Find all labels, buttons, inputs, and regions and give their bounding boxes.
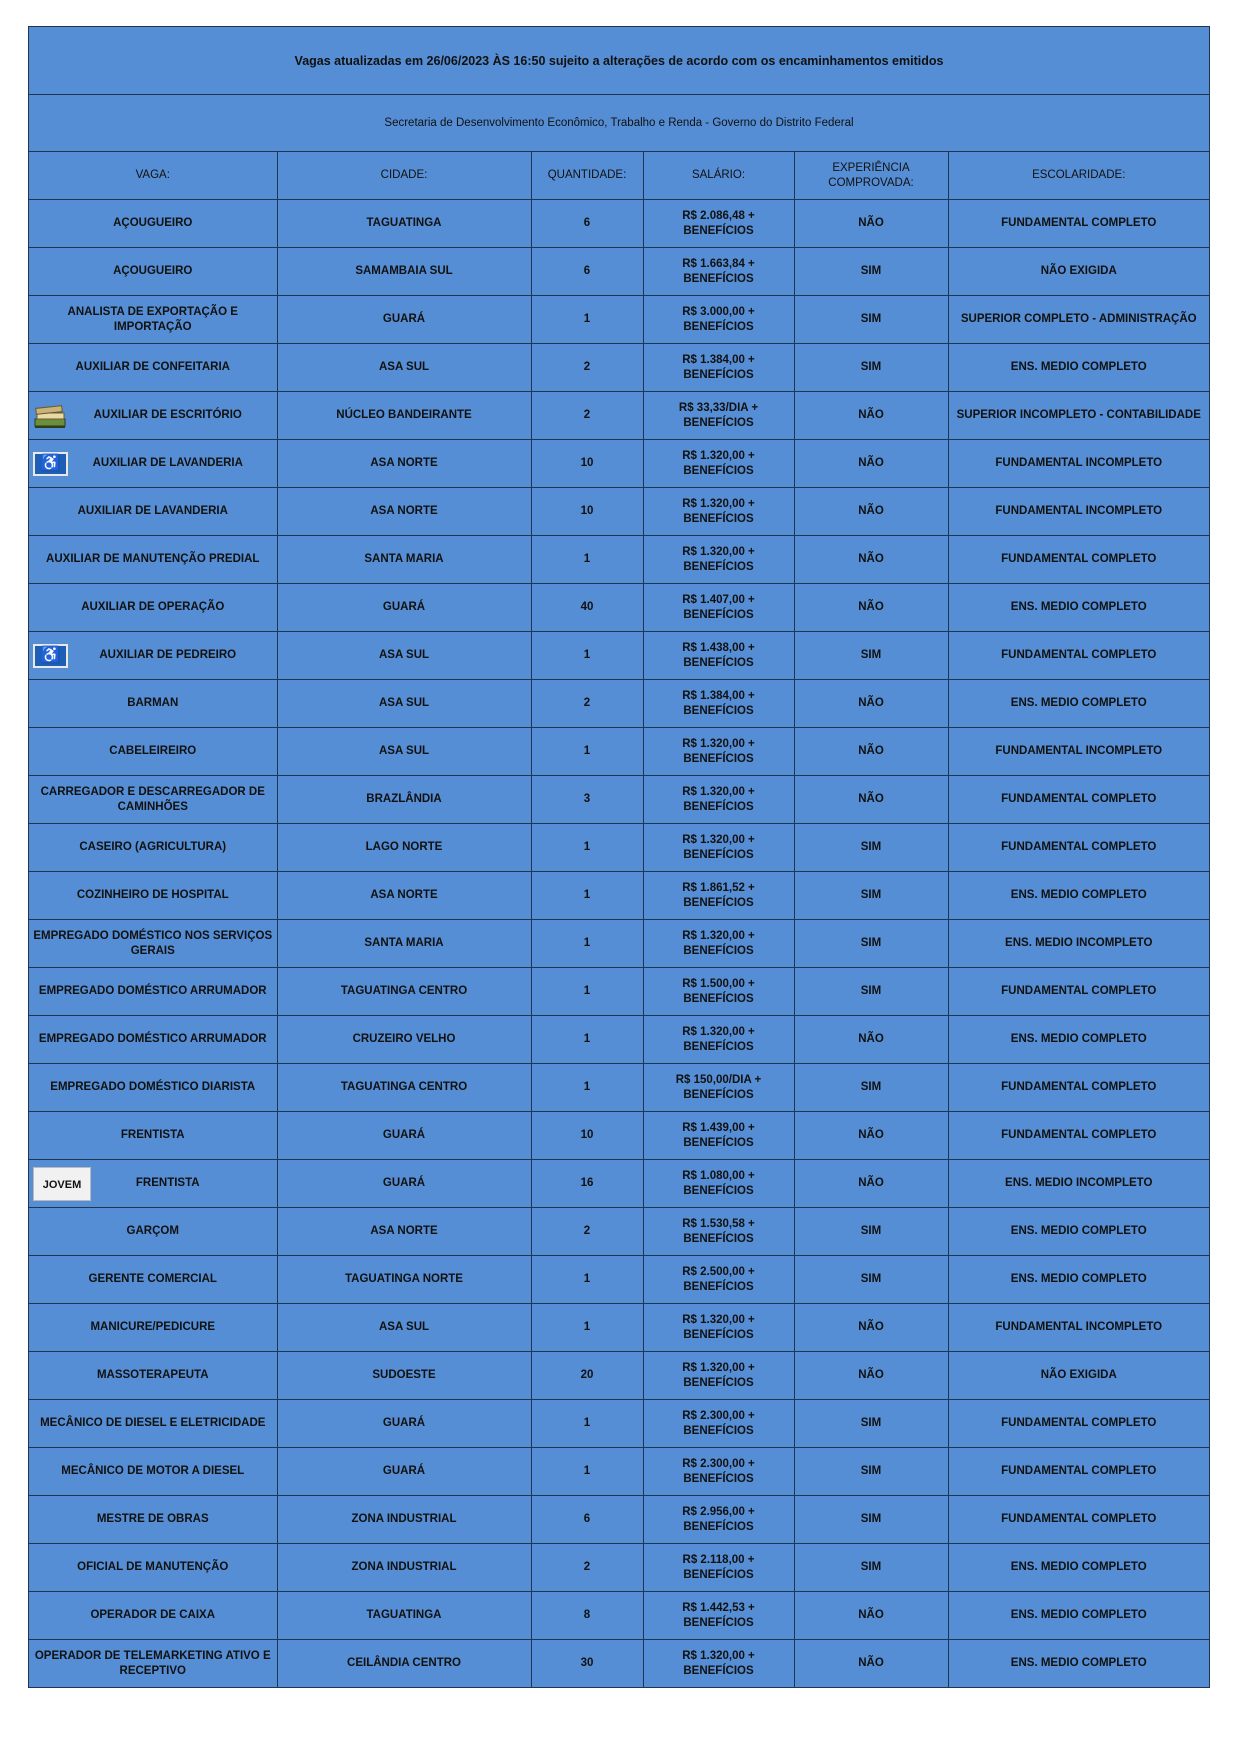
experiencia-cell: NÃO [794,200,948,248]
salario-cell: R$ 1.861,52 + BENEFÍCIOS [643,872,794,920]
escolaridade-cell: ENS. MEDIO COMPLETO [948,1544,1209,1592]
col-header-experiencia: EXPERIÊNCIA COMPROVADA: [794,152,948,200]
vaga-label: MECÂNICO DE DIESEL E ELETRICIDADE [40,1417,266,1429]
cidade-cell: ASA SUL [277,344,531,392]
escolaridade-cell: FUNDAMENTAL INCOMPLETO [948,1304,1209,1352]
quantidade-cell: 1 [531,968,643,1016]
experiencia-cell: NÃO [794,1304,948,1352]
salario-cell: R$ 1.530,58 + BENEFÍCIOS [643,1208,794,1256]
cidade-cell: ASA NORTE [277,872,531,920]
job-vacancies-sheet [28,26,1210,1688]
table-row [29,1256,1209,1304]
experiencia-cell: SIM [794,920,948,968]
table-row [29,1448,1209,1496]
experiencia-cell: SIM [794,344,948,392]
quantidade-cell: 1 [531,1064,643,1112]
salario-cell: R$ 1.320,00 + BENEFÍCIOS [643,1016,794,1064]
salario-cell: R$ 1.438,00 + BENEFÍCIOS [643,632,794,680]
salario-cell: R$ 1.384,00 + BENEFÍCIOS [643,344,794,392]
quantidade-cell: 40 [531,584,643,632]
cidade-cell: TAGUATINGA NORTE [277,1256,531,1304]
salario-cell: R$ 1.320,00 + BENEFÍCIOS [643,1352,794,1400]
escolaridade-cell: ENS. MEDIO COMPLETO [948,584,1209,632]
quantidade-cell: 2 [531,1208,643,1256]
escolaridade-cell: FUNDAMENTAL INCOMPLETO [948,728,1209,776]
cidade-cell: GUARÁ [277,1400,531,1448]
col-header-vaga: VAGA: [29,152,277,200]
escolaridade-cell: FUNDAMENTAL COMPLETO [948,1112,1209,1160]
cidade-cell: CEILÂNDIA CENTRO [277,1640,531,1688]
vaga-cell [29,1544,277,1592]
cidade-cell: CRUZEIRO VELHO [277,1016,531,1064]
vaga-label: AUXILIAR DE PEDREIRO [99,649,237,661]
secretaria-banner: Secretaria de Desenvolvimento Econômico, Trabalho e Renda - Governo do Distrito Federal [29,95,1209,152]
experiencia-cell: NÃO [794,584,948,632]
table-row [29,200,1209,248]
vaga-cell [29,632,277,680]
experiencia-cell: SIM [794,1208,948,1256]
experiencia-cell: SIM [794,296,948,344]
vaga-cell [29,680,277,728]
salario-cell: R$ 1.442,53 + BENEFÍCIOS [643,1592,794,1640]
escolaridade-cell: ENS. MEDIO COMPLETO [948,1208,1209,1256]
salario-cell: R$ 1.320,00 + BENEFÍCIOS [643,728,794,776]
quantidade-cell: 1 [531,1304,643,1352]
vaga-cell [29,1112,277,1160]
quantidade-cell: 10 [531,1112,643,1160]
experiencia-cell: NÃO [794,1640,948,1688]
vaga-cell [29,488,277,536]
cidade-cell: ZONA INDUSTRIAL [277,1544,531,1592]
experiencia-cell: SIM [794,968,948,1016]
table-row [29,1400,1209,1448]
vaga-cell [29,1448,277,1496]
table-row [29,392,1209,440]
vaga-cell [29,584,277,632]
escolaridade-cell: FUNDAMENTAL COMPLETO [948,1400,1209,1448]
vaga-label: EMPREGADO DOMÉSTICO ARRUMADOR [38,985,267,997]
cidade-cell: ASA NORTE [277,440,531,488]
vaga-label: MASSOTERAPEUTA [96,1369,209,1381]
experiencia-cell: SIM [794,1400,948,1448]
salario-cell: R$ 1.320,00 + BENEFÍCIOS [643,920,794,968]
table-row [29,632,1209,680]
quantidade-cell: 1 [531,920,643,968]
vaga-cell [29,1592,277,1640]
vacancies-table [29,152,1209,1687]
table-row [29,824,1209,872]
escolaridade-cell: FUNDAMENTAL COMPLETO [948,1448,1209,1496]
escolaridade-cell: ENS. MEDIO COMPLETO [948,872,1209,920]
escolaridade-cell: FUNDAMENTAL INCOMPLETO [948,488,1209,536]
quantidade-cell: 30 [531,1640,643,1688]
salario-cell: R$ 1.500,00 + BENEFÍCIOS [643,968,794,1016]
vaga-label: AUXILIAR DE MANUTENÇÃO PREDIAL [46,553,260,565]
quantidade-cell: 3 [531,776,643,824]
vaga-label: CASEIRO (AGRICULTURA) [79,841,227,853]
cidade-cell: GUARÁ [277,296,531,344]
table-row [29,344,1209,392]
salario-cell: R$ 3.000,00 + BENEFÍCIOS [643,296,794,344]
vaga-cell [29,440,277,488]
vaga-label: FRENTISTA [135,1177,200,1189]
cidade-cell: SANTA MARIA [277,536,531,584]
col-header-salario: SALÁRIO: [643,152,794,200]
salario-cell: R$ 1.320,00 + BENEFÍCIOS [643,1640,794,1688]
vaga-cell [29,1160,277,1208]
quantidade-cell: 1 [531,824,643,872]
salario-cell: R$ 1.080,00 + BENEFÍCIOS [643,1160,794,1208]
salario-cell: R$ 1.407,00 + BENEFÍCIOS [643,584,794,632]
vaga-label: AUXILIAR DE OPERAÇÃO [81,601,225,613]
cidade-cell: TAGUATINGA CENTRO [277,1064,531,1112]
salario-cell: R$ 2.500,00 + BENEFÍCIOS [643,1256,794,1304]
cidade-cell: ASA NORTE [277,1208,531,1256]
vaga-label: MANICURE/PEDICURE [90,1321,216,1333]
vaga-cell [29,920,277,968]
jovem-aprendiz-icon: JOVEM [33,1167,91,1201]
escolaridade-cell: ENS. MEDIO COMPLETO [948,680,1209,728]
experiencia-cell: NÃO [794,1352,948,1400]
vaga-cell [29,872,277,920]
salario-cell: R$ 1.663,84 + BENEFÍCIOS [643,248,794,296]
experiencia-cell: NÃO [794,680,948,728]
quantidade-cell: 16 [531,1160,643,1208]
cidade-cell: ASA NORTE [277,488,531,536]
table-row [29,1208,1209,1256]
table-row [29,1496,1209,1544]
cidade-cell: ZONA INDUSTRIAL [277,1496,531,1544]
vaga-label: EMPREGADO DOMÉSTICO NOS SERVIÇOS GERAIS [33,929,273,957]
quantidade-cell: 1 [531,1400,643,1448]
quantidade-cell: 2 [531,1544,643,1592]
vaga-cell [29,1016,277,1064]
experiencia-cell: SIM [794,632,948,680]
salario-cell: R$ 150,00/DIA + BENEFÍCIOS [643,1064,794,1112]
vaga-cell [29,968,277,1016]
escolaridade-cell: FUNDAMENTAL INCOMPLETO [948,440,1209,488]
quantidade-cell: 10 [531,488,643,536]
table-row [29,1160,1209,1208]
salario-cell: R$ 2.300,00 + BENEFÍCIOS [643,1400,794,1448]
escolaridade-cell: ENS. MEDIO COMPLETO [948,1256,1209,1304]
quantidade-cell: 1 [531,1256,643,1304]
cidade-cell: ASA SUL [277,680,531,728]
quantidade-cell: 1 [531,872,643,920]
salario-cell: R$ 1.320,00 + BENEFÍCIOS [643,536,794,584]
cidade-cell: ASA SUL [277,728,531,776]
experiencia-cell: SIM [794,872,948,920]
vaga-label: EMPREGADO DOMÉSTICO ARRUMADOR [38,1033,267,1045]
quantidade-cell: 1 [531,1448,643,1496]
escolaridade-cell: NÃO EXIGIDA [948,248,1209,296]
vaga-label: GERENTE COMERCIAL [88,1273,217,1285]
vaga-label: OPERADOR DE CAIXA [90,1609,216,1621]
experiencia-cell: NÃO [794,536,948,584]
vaga-label: MESTRE DE OBRAS [96,1513,209,1525]
escolaridade-cell: FUNDAMENTAL COMPLETO [948,1496,1209,1544]
vaga-label: FRENTISTA [120,1129,185,1141]
vaga-cell [29,776,277,824]
escolaridade-cell: FUNDAMENTAL COMPLETO [948,200,1209,248]
table-row [29,1352,1209,1400]
table-row [29,248,1209,296]
col-header-cidade: CIDADE: [277,152,531,200]
table-row [29,968,1209,1016]
update-banner: Vagas atualizadas em 26/06/2023 ÀS 16:50 sujeito a alterações de acordo com os encaminhamentos emitidos [29,27,1209,95]
vaga-label: AUXILIAR DE CONFEITARIA [75,361,230,373]
table-row [29,680,1209,728]
salario-cell: R$ 33,33/DIA + BENEFÍCIOS [643,392,794,440]
escolaridade-cell: ENS. MEDIO COMPLETO [948,1592,1209,1640]
experiencia-cell: SIM [794,248,948,296]
experiencia-cell: NÃO [794,392,948,440]
escolaridade-cell: FUNDAMENTAL COMPLETO [948,1064,1209,1112]
table-header-row [29,152,1209,200]
col-header-quantidade: QUANTIDADE: [531,152,643,200]
table-row [29,536,1209,584]
experiencia-cell: SIM [794,1064,948,1112]
vaga-label: CARREGADOR E DESCARREGADOR DE CAMINHÕES [40,785,265,813]
vaga-cell [29,296,277,344]
escolaridade-cell: ENS. MEDIO INCOMPLETO [948,1160,1209,1208]
cidade-cell: ASA SUL [277,632,531,680]
salario-cell: R$ 1.320,00 + BENEFÍCIOS [643,776,794,824]
wheelchair-icon: ♿ [33,452,68,476]
escolaridade-cell: ENS. MEDIO COMPLETO [948,1640,1209,1688]
salario-cell: R$ 1.320,00 + BENEFÍCIOS [643,440,794,488]
vaga-cell [29,1352,277,1400]
experiencia-cell: NÃO [794,1592,948,1640]
cidade-cell: SAMAMBAIA SUL [277,248,531,296]
table-row [29,584,1209,632]
cidade-cell: TAGUATINGA [277,200,531,248]
vaga-cell [29,1064,277,1112]
vaga-label: GARÇOM [126,1225,179,1237]
experiencia-cell: SIM [794,1448,948,1496]
quantidade-cell: 6 [531,248,643,296]
cidade-cell: NÚCLEO BANDEIRANTE [277,392,531,440]
vaga-cell [29,1400,277,1448]
experiencia-cell: NÃO [794,440,948,488]
table-row [29,488,1209,536]
vaga-cell [29,200,277,248]
vaga-label: AUXILIAR DE LAVANDERIA [92,457,243,469]
vaga-label: OFICIAL DE MANUTENÇÃO [77,1561,229,1573]
escolaridade-cell: SUPERIOR INCOMPLETO - CONTABILIDADE [948,392,1209,440]
salario-cell: R$ 1.320,00 + BENEFÍCIOS [643,488,794,536]
salario-cell: R$ 1.320,00 + BENEFÍCIOS [643,1304,794,1352]
experiencia-cell: NÃO [794,1016,948,1064]
cidade-cell: SUDOESTE [277,1352,531,1400]
quantidade-cell: 2 [531,680,643,728]
cidade-cell: TAGUATINGA [277,1592,531,1640]
col-header-escolaridade: ESCOLARIDADE: [948,152,1209,200]
escolaridade-cell: FUNDAMENTAL COMPLETO [948,968,1209,1016]
experiencia-cell: SIM [794,1496,948,1544]
cidade-cell: ASA SUL [277,1304,531,1352]
vaga-label: CABELEIREIRO [109,745,197,757]
vaga-label: AÇOUGUEIRO [113,265,193,277]
cidade-cell: GUARÁ [277,1112,531,1160]
escolaridade-cell: FUNDAMENTAL COMPLETO [948,776,1209,824]
vaga-label: AÇOUGUEIRO [113,217,193,229]
experiencia-cell: SIM [794,824,948,872]
vaga-label: AUXILIAR DE ESCRITÓRIO [93,409,242,421]
table-row [29,920,1209,968]
salario-cell: R$ 1.320,00 + BENEFÍCIOS [643,824,794,872]
quantidade-cell: 8 [531,1592,643,1640]
escolaridade-cell: FUNDAMENTAL COMPLETO [948,536,1209,584]
escolaridade-cell: ENS. MEDIO COMPLETO [948,344,1209,392]
experiencia-cell: NÃO [794,1160,948,1208]
salario-cell: R$ 2.086,48 + BENEFÍCIOS [643,200,794,248]
vaga-cell [29,536,277,584]
escolaridade-cell: NÃO EXIGIDA [948,1352,1209,1400]
table-row [29,728,1209,776]
wheelchair-icon: ♿ [33,644,68,668]
experiencia-cell: NÃO [794,1112,948,1160]
vaga-cell [29,1640,277,1688]
table-row [29,1640,1209,1688]
salario-cell: R$ 2.118,00 + BENEFÍCIOS [643,1544,794,1592]
cidade-cell: LAGO NORTE [277,824,531,872]
salario-cell: R$ 1.384,00 + BENEFÍCIOS [643,680,794,728]
cidade-cell: TAGUATINGA CENTRO [277,968,531,1016]
vaga-label: AUXILIAR DE LAVANDERIA [77,505,228,517]
table-row [29,1304,1209,1352]
quantidade-cell: 1 [531,536,643,584]
quantidade-cell: 6 [531,1496,643,1544]
quantidade-cell: 6 [531,200,643,248]
quantidade-cell: 1 [531,296,643,344]
vaga-cell [29,824,277,872]
escolaridade-cell: FUNDAMENTAL COMPLETO [948,824,1209,872]
vaga-label: ANALISTA DE EXPORTAÇÃO E IMPORTAÇÃO [67,305,238,333]
salario-cell: R$ 2.300,00 + BENEFÍCIOS [643,1448,794,1496]
escolaridade-cell: FUNDAMENTAL COMPLETO [948,632,1209,680]
quantidade-cell: 2 [531,392,643,440]
quantidade-cell: 1 [531,1016,643,1064]
books-icon [33,403,67,429]
vaga-cell [29,1256,277,1304]
cidade-cell: GUARÁ [277,584,531,632]
escolaridade-cell: SUPERIOR COMPLETO - ADMINISTRAÇÃO [948,296,1209,344]
quantidade-cell: 10 [531,440,643,488]
table-row [29,1592,1209,1640]
quantidade-cell: 1 [531,728,643,776]
quantidade-cell: 1 [531,632,643,680]
salario-cell: R$ 2.956,00 + BENEFÍCIOS [643,1496,794,1544]
table-row [29,1112,1209,1160]
salario-cell: R$ 1.439,00 + BENEFÍCIOS [643,1112,794,1160]
cidade-cell: GUARÁ [277,1160,531,1208]
escolaridade-cell: ENS. MEDIO COMPLETO [948,1016,1209,1064]
cidade-cell: GUARÁ [277,1448,531,1496]
table-row [29,872,1209,920]
vaga-cell [29,344,277,392]
quantidade-cell: 2 [531,344,643,392]
cidade-cell: SANTA MARIA [277,920,531,968]
experiencia-cell: NÃO [794,488,948,536]
table-row [29,440,1209,488]
table-row [29,1016,1209,1064]
vaga-label: EMPREGADO DOMÉSTICO DIARISTA [50,1081,256,1093]
table-row [29,296,1209,344]
experiencia-cell: SIM [794,1544,948,1592]
vaga-label: OPERADOR DE TELEMARKETING ATIVO E RECEPTIVO [34,1649,271,1677]
experiencia-cell: NÃO [794,728,948,776]
experiencia-cell: NÃO [794,776,948,824]
vaga-cell [29,1304,277,1352]
cidade-cell: BRAZLÂNDIA [277,776,531,824]
vaga-label: COZINHEIRO DE HOSPITAL [76,889,229,901]
vaga-cell [29,728,277,776]
vaga-cell [29,248,277,296]
vaga-cell [29,1208,277,1256]
experiencia-cell: SIM [794,1256,948,1304]
vaga-label: MECÂNICO DE MOTOR A DIESEL [61,1465,245,1477]
vaga-cell [29,392,277,440]
vaga-cell [29,1496,277,1544]
escolaridade-cell: ENS. MEDIO INCOMPLETO [948,920,1209,968]
table-row [29,776,1209,824]
table-row [29,1544,1209,1592]
table-row [29,1064,1209,1112]
quantidade-cell: 20 [531,1352,643,1400]
vaga-label: BARMAN [127,697,179,709]
